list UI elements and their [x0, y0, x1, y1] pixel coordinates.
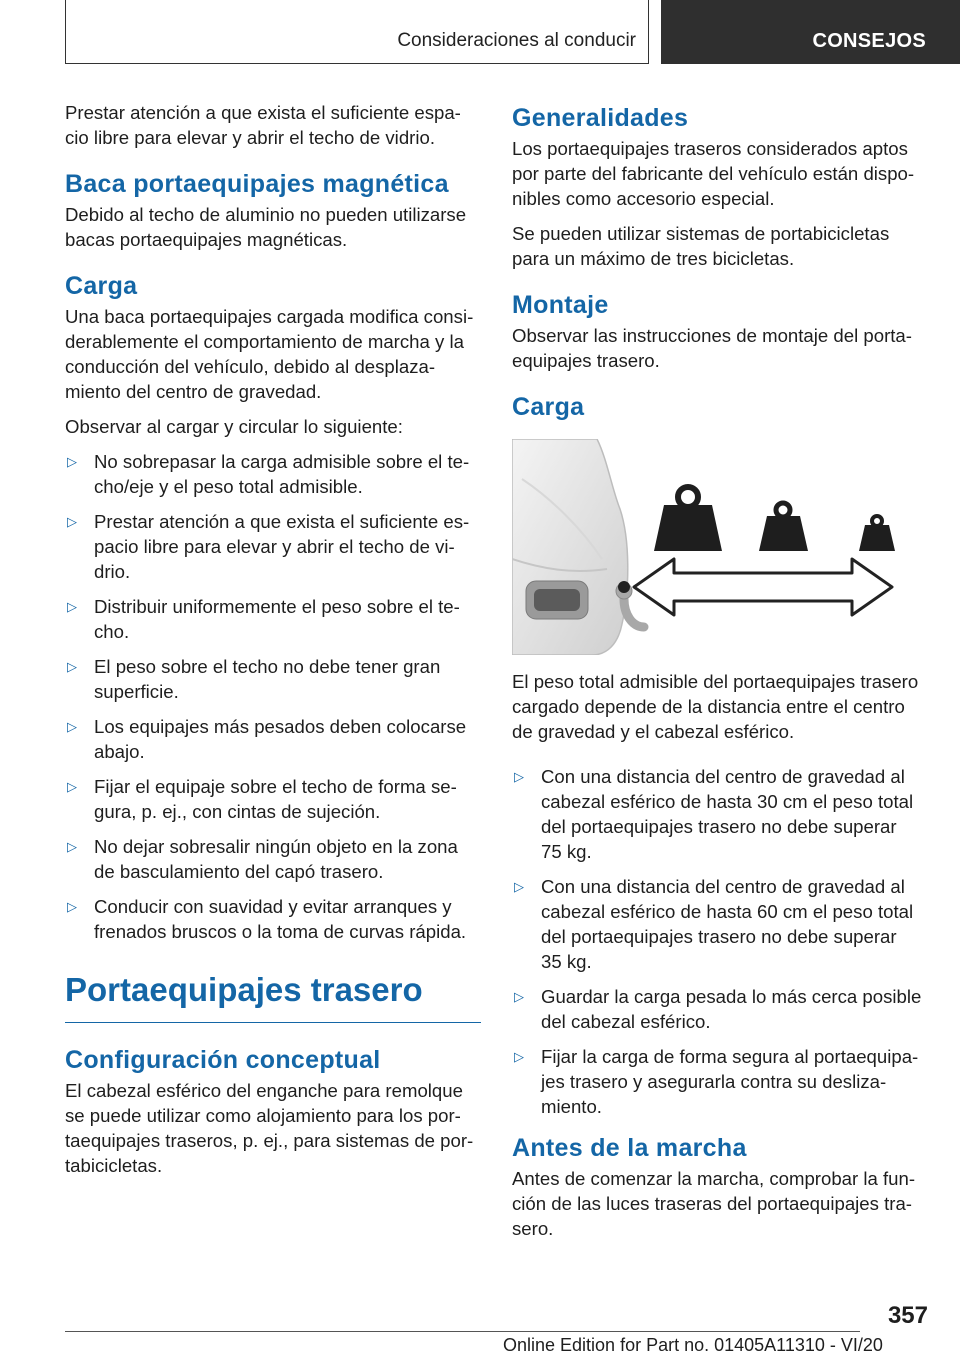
list-item: ▷ No sobrepasar la carga admisible sobre el te- cho/eje y el peso total admisible.	[67, 451, 470, 497]
header-section-title: Consideraciones al conducir	[397, 30, 636, 51]
hitch-illustration	[512, 439, 924, 655]
list-item: ▷ Fijar el equipaje sobre el techo de forma se- gura, p. ej., con cintas de sujeción.	[67, 776, 457, 822]
concept-heading: Configuración conceptual	[65, 1046, 381, 1074]
list-item: ▷ Con una distancia del centro de gravedad al cabezal esférico de hasta 60 cm el peso total del portaequipajes trasero no debe superar 35 kg.	[514, 876, 914, 972]
list-item: ▷ Distribuir uniformemente el peso sobre el te- cho.	[67, 596, 460, 642]
roof-load-paragraph: Una baca portaequipajes cargada modifica consi- derablemente el comportamiento de marcha y la conducción del vehículo, debido al desplaza- miento del centro de gravedad.	[65, 306, 474, 402]
magnetic-rack-paragraph: Debido al techo de aluminio no pueden utilizarse bacas portaequipajes magnéticas.	[65, 204, 467, 250]
general-paragraph-1: Los portaequipajes traseros considerados aptos por parte del fabricante del vehículo están dispo- nibles como accesorio especial.	[512, 138, 915, 209]
list-item: ▷ Guardar la carga pesada lo más cerca posible del cabezal esférico.	[514, 986, 922, 1032]
mount-paragraph: Observar las instrucciones de montaje del porta- equipajes trasero.	[512, 325, 912, 371]
triangle-bullet-icon: ▷	[514, 879, 524, 894]
page-number: 357	[887, 1302, 928, 1329]
triangle-bullet-icon: ▷	[67, 659, 77, 674]
triangle-bullet-icon: ▷	[67, 839, 77, 854]
triangle-bullet-icon: ▷	[514, 769, 524, 784]
magnetic-rack-heading: Baca portaequipajes magnética	[65, 170, 449, 198]
triangle-bullet-icon: ▷	[67, 899, 77, 914]
list-item: ▷ Prestar atención a que exista el suficiente es- pacio libre para elevar y abrir el techo de vi- drio.	[67, 511, 470, 582]
mount-heading: Montaje	[512, 291, 609, 319]
roof-load-heading: Carga	[65, 272, 138, 300]
footer-edition-text: Online Edition for Part no. 01405A11310 - VI/20	[503, 1335, 883, 1355]
triangle-bullet-icon: ▷	[67, 719, 77, 734]
triangle-bullet-icon: ▷	[67, 454, 77, 469]
heading-divider	[65, 1022, 481, 1023]
list-item: ▷ Fijar la carga de forma segura al portaequipa- jes trasero y asegurarla contra su desliza- miento.	[514, 1046, 919, 1117]
rear-carrier-heading: Portaequipajes trasero	[65, 971, 423, 1008]
rear-load-paragraph: El peso total admisible del portaequipajes trasero cargado depende de la distancia entre el centro de gravedad y el cabezal esférico.	[512, 671, 919, 742]
header-tab	[661, 0, 960, 64]
rear-load-heading: Carga	[512, 393, 585, 421]
header-section-box	[65, 0, 649, 64]
triangle-bullet-icon: ▷	[67, 514, 77, 529]
header-tab-label: CONSEJOS	[812, 30, 926, 52]
intro-paragraph: Prestar atención a que exista el suficiente espa- cio libre para elevar y abrir el techo de vidrio.	[65, 102, 461, 148]
list-item: ▷ Los equipajes más pesados deben colocarse abajo.	[67, 716, 467, 762]
list-item: ▷ No dejar sobresalir ningún objeto en la zona de basculamiento del capó trasero.	[67, 836, 458, 882]
right-column	[512, 100, 932, 1251]
triangle-bullet-icon: ▷	[67, 779, 77, 794]
rear-load-list	[512, 764, 932, 1119]
left-column	[65, 100, 485, 1188]
triangle-bullet-icon: ▷	[67, 599, 77, 614]
triangle-bullet-icon: ▷	[514, 989, 524, 1004]
rear-carrier-section	[65, 968, 485, 1023]
list-item: ▷ Conducir con suavidad y evitar arranques y frenados bruscos o la toma de curvas rápida.	[67, 896, 467, 942]
general-paragraph-2: Se pueden utilizar sistemas de portabicicletas para un máximo de tres bicicletas.	[512, 223, 890, 269]
tow-hitch-weight-distance-icon	[512, 439, 924, 655]
roof-load-list	[65, 449, 485, 944]
before-driving-paragraph: Antes de comenzar la marcha, comprobar la fun- ción de las luces traseras del portaequipajes tra- sero.	[512, 1168, 916, 1239]
triangle-bullet-icon: ▷	[514, 1049, 524, 1064]
list-item: ▷ Con una distancia del centro de gravedad al cabezal esférico de hasta 30 cm el peso total del portaequipajes trasero no debe superar 75 kg.	[514, 766, 914, 862]
roof-load-observe: Observar al cargar y circular lo siguiente:	[65, 416, 403, 437]
footer-divider	[65, 1331, 860, 1332]
list-item: ▷ El peso sobre el techo no debe tener gran superficie.	[67, 656, 441, 702]
before-driving-heading: Antes de la marcha	[512, 1134, 747, 1162]
concept-paragraph: El cabezal esférico del enganche para remolque se puede utilizar como alojamiento para los por- taequipajes traseros, p. ej., para sistemas de por- tabicicletas.	[65, 1080, 474, 1176]
general-heading: Generalidades	[512, 104, 689, 132]
